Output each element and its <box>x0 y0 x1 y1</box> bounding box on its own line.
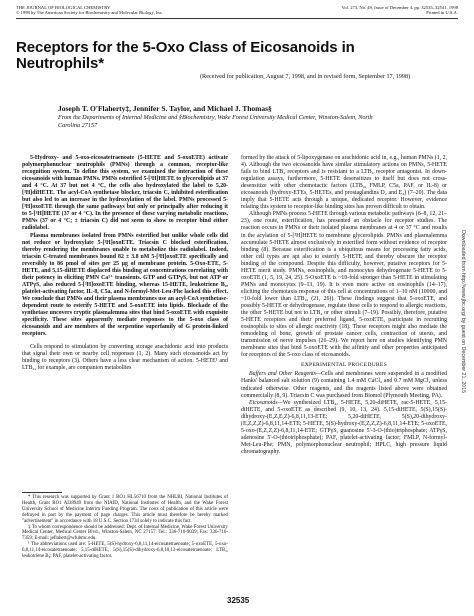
footnote-correspondence: ‡ To whom correspondence should be addressed: Dept. of Internal Medicine, Wake Forest University Medical Center, Medical Center Blvd., Winston-Salem, NC 27157. Tel.: 336-716-9039; Fax: 336-716-7359; E-mail: jeflahert@wfubmc.edu. <box>22 524 228 542</box>
affiliation: From the Departments of Internal Medicine and §Biochemistry, Wake Forest University Medical Center, Winston-Salem, North Carolina 27157 <box>58 114 373 129</box>
right-column <box>241 155 447 456</box>
printed-line: Printed in U.S.A. <box>426 10 458 16</box>
body-paragraph-1: formed by the attack of 5-lipoxygenase on arachidonic acid in, e.g., human PMNs (1, 2, 4). Although the two eicosanoids have similar stimulatory actions on PMNs, 5-HETE fails to bind LTB₄ receptors and is resistant to a LTB₄ receptor antagonist. In down-regulation assays, furthermore, 5-HETE desensitizes to itself but does not cross-desensitize with other chemotactic factors (LTB₄, FMLP, C5a, PAF, or IL-8) or eicosanoids (hydroxy-ETEs, 5-HETEs, and prostaglandins D₂ and E₂) (7–20). The data imply that 5-HETE acts through a unique, dedicated receptor. However, evidence relating this system to receptor-like binding sites has proven difficult to obtain. <box>241 155 447 211</box>
methods-subhead-1: Buffers and Other Reagents— <box>249 371 322 378</box>
methods-paragraph-2 <box>241 400 447 456</box>
footnotes <box>22 495 228 560</box>
journal-header <box>16 5 216 15</box>
left-column <box>22 155 228 372</box>
methods-text-2: We synthesized LTB₄, 5-HETE, 5,20-diHETE, rac-5-HETE, 5,15-diHETE, and 5-oxoETE as described (9, 10, 13, 24). 5,15-diHETE, 5(S),15(S)-dihydroxy-(E,Z,E,Z)-6,8,11,13-ETE; 5,20-diHETE, 5(S),20-dihydroxy-(E,Z,Z,Z)-6,8,11,14-ETE; 5-HETE, 5(S)-hydroxy-(E,Z,Z,Z)-6,8,11,14-ETE; 5-oxoETE, 5-oxo-(E,Z,Z,Z)-6,8,11,14-ETE; GTPγS, guanosine 5'-3-O-(thio)triphosphate; ATPγS, adenosine 5'-O-(thiotriphosphate); PAF, platelet-activating factor; FMLP, N-formyl-Met-Leu-Phe; PMN, polymorphonuclear neutrophil; HPLC, high pressure liquid chromatography. <box>241 399 447 455</box>
volume-line: Vol. 273, No. 49, Issue of December 4, pp. 32535–32541, 1998 <box>341 5 458 10</box>
journal-line: THE JOURNAL OF BIOLOGICAL CHEMISTRY <box>16 5 111 10</box>
received-dates: (Received for publication, August 7, 1998, and in revised form, September 17, 1998) <box>200 73 411 80</box>
header-rule <box>16 18 458 19</box>
methods-paragraph-1 <box>241 371 447 399</box>
download-link-text[interactable]: Downloaded from http://www.jbc.org/ by guest on December 21, 2015 <box>460 230 466 394</box>
methods-text-1: Cells and membranes were suspended in a modified Hanks' balanced salt solution (9) containing 1.4 mM CaCl₂ and 0.7 mM MgCl₂ unless indicated otherwise. Other reagents, and the reagents listed above were obtained commercially (8, 9). Triacsin C was purchased from Biomol (Plymouth Meeting, PA). <box>241 371 447 399</box>
abstract-paragraph-2: Plasma membranes isolated from PMNs esterified but unlike whole cells did not reduce or hydroxylate 5-[³H]oxoETE. Triacsin C blocked esterification, thereby rendering the membranes unable to metabolize this radiolabel. Indeed, triacsin C-treated membranes bound 82 ± 3.8 nM 5-[³H]oxoETE specifically and reversibly to 86 pmol of sites per 25 μg of membrane protein. 5-Oxo-ETE, 5-HETE, and 5,15-diHETE displaced this binding at concentrations correlating with their potency in eliciting PMN Ca²⁺ transients. GTP and GTPγS, but not ATP or ATPγS, also reduced 5-[³H]oxoETE binding, whereas 15-HETE, leukotriene B₄, platelet-activating factor, IL-8, C5a, and N-formyl-Met-Leu-Phe lacked this effect. We conclude that PMNs and their plasma membranes use an acyl-CoA synthetase-dependent route to esterify 5-HETE and 5-oxoETE into lipids. Blockade of the synthetase uncovers cryptic plasmalemma sites that bind 5-oxoETE with exquisite specificity. These sites apparently mediate responses to the 5-oxo class of eicosanoids and are members of the serpentine superfamily of G protein-linked receptors. <box>22 232 228 338</box>
download-sidebar <box>458 230 468 570</box>
intro-paragraph: Cells respond to stimulation by converting storage arachidonic acid into products that signal their own or nearby cell responses (1, 2). Many such eicosanoids act by binding to receptors (3). Others have a less clear mechanism of action. 5-HETE¹ and LTB₄, for example, are companion metabolites <box>22 344 228 372</box>
copyright-line: © 1998 by The American Society for Biochemistry and Molecular Biology, Inc. <box>16 10 163 16</box>
page-number: 32535 <box>227 596 250 605</box>
article-title: Receptors for the 5-Oxo Class of Eicosanoids in Neutrophils* <box>16 39 355 72</box>
footnote-abbreviations: ¹ The abbreviations used are: 5-HETE, 5(S)-hydroxy-6,8,11,14-eicosatetraenoate; 5-oxoETE, 5-oxo-6,8,11,14-eicosatetraenoate; 5,15-diHETE, 5(S),15(S)-dihydroxy-6,8,10,13-eicosatetraenoate; LTB₄, leukotriene B₄; PAF, platelet-activating factor. <box>22 542 228 560</box>
abstract-paragraph-1: 5-Hydroxy- and 5-oxo-eicosatetraenoate (5-HETE and 5-oxoETE) activate polymorphonuclear neutrophils (PMNs) through a common, receptor-like recognition system. To define this system, we examined the interaction of these eicosanoids with human PMNs. PMNs esterified 5-[³H]HETE to glycerolipids at 37 and 4 °C. At 37 but not 4 °C, the cells also hydroxylated the label to 5,20-[³H]diHETE. The acyl-CoA synthetase blocker, triacsin C, inhibited esterification but also led to an increase in the hydroxylation of the label. PMNs processed 5-[³H]oxoETE through the same pathways but only or principally after reducing it to 5-[³H]HETE (37 or 4 °C). In the presence of these varying metabolic reactions, PMNs (37 or 4 °C; ± triacsin C) did not seem to show to receptor bind either radiolabel. <box>22 155 228 232</box>
issue-header <box>258 5 458 15</box>
author-list: Joseph T. O'Flaherty‡, Jennifer S. Taylor, and Michael J. Thomas§ <box>58 104 272 113</box>
body-paragraph-2: Although PMNs process 5-HETE through various metabolic pathways (6–8, 12, 21–23), one route, esterification, has presented an obstacle for receptor studies. The reaction occurs in PMNs or their isolated plasma membranes at 4 or 37 °C and results in the acylation of 5-[³H]HETE to membrane glycerolipids. PMNs and plasmalemma accumulate 5-HETE almost exclusively in esterified form without evidence of receptor binding (8). Because esterification is a ubiquitous means for processing fatty acids, other cell types are apt also to esterify 5-HETE and thereby obscure the receptor binding of the compound. Despite this difficulty, however, putative receptors for 5-HETE merit study. PMNs, eosinophils, and monocytes dehydrogenate 5-HETE to 5-oxoETE (1, 5, 19, 24, 25). 5-OxoETE is ~10-fold stronger than 5-HETE in stimulating PMNs and monocytes (9–13, 19). It is even more active on eosinophils (14–17), eliciting the chemotaxis response of this cell at concentrations of 1–10 nM (10000, and ~10-fold lower than LTB₄, (21, 26)). These findings suggest that 5-oxoETE, and possibly 5-HETE or dehydrogenase, regulate these cells to respond to allergic reactions, the other 5-HETE but not to LTB₄ or other stimuli (7–19). Possibly, therefore, putative 5-HETE receptors and their preferred ligand, 5-oxoETE, participate in recruiting eosinophils to sites of allergic reactivity (18). These receptors might also mediate the remodeling of bone, growth of prostate cancer cells, contraction of uterus, and transmission of nerve impulses (26–29). We report here on studies identifying PMN membrane sites that bind 5-oxoETE with the affinity and other properties anticipated for receptors of the 5-oxo class of eicosanoids. <box>241 211 447 359</box>
footnote-rule <box>22 492 62 493</box>
footnote-funding: * This research was supported by Grant 1 RO1 HL56710 from the NHLBI, National Institutes of Health, Grant RO1 AI38949 from the NIAID, National Institutes of Health, and the Wake Forest University School of Medicine Interim Funding Program. The costs of publication of this article were defrayed in part by the payment of page charges. This article must therefore be hereby marked "advertisement" in accordance with 18 U.S.C. Section 1734 solely to indicate this fact. <box>22 495 228 524</box>
section-heading: EXPERIMENTAL PROCEDURES <box>301 362 387 369</box>
methods-subhead-2: Eicosanoids— <box>249 399 283 406</box>
